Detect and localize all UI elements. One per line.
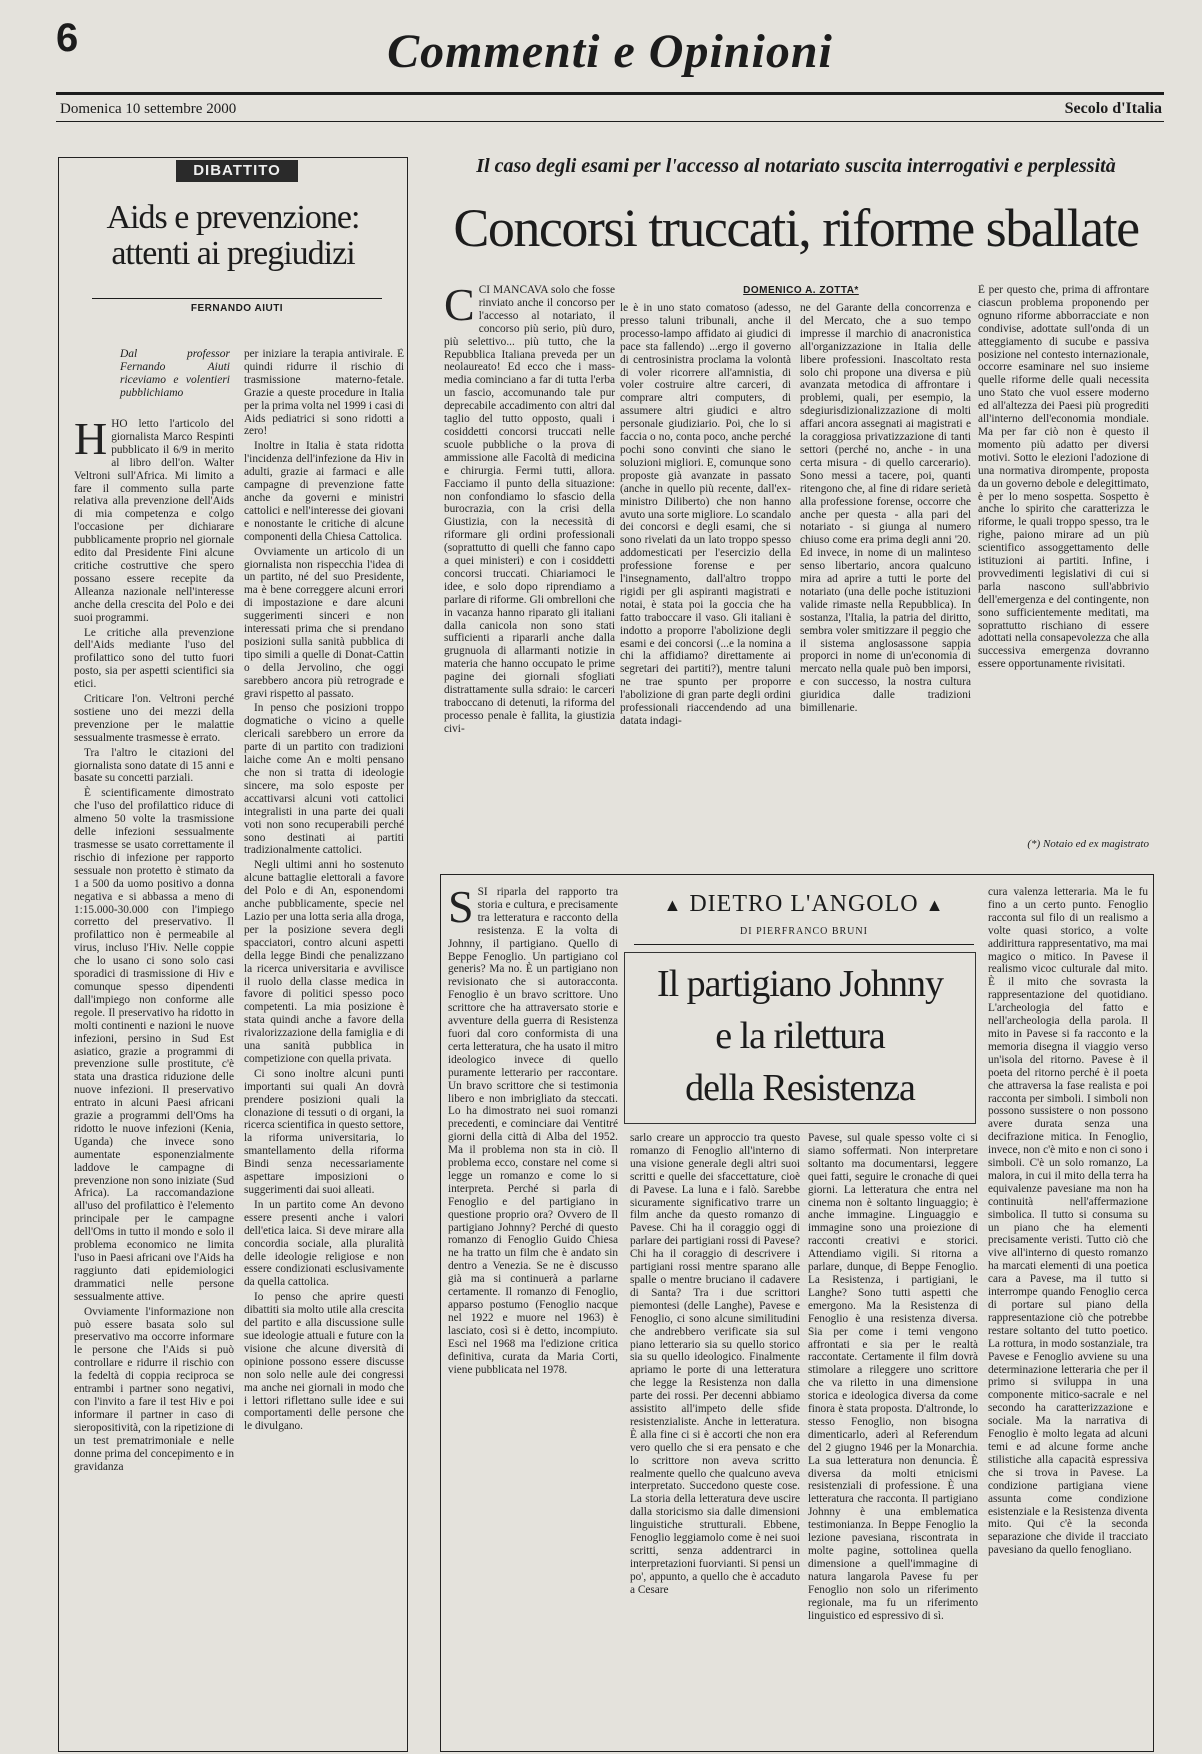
- lower-headline: [624, 958, 976, 1114]
- lower-headline-line3: della Resistenza: [685, 1067, 915, 1109]
- main-footnote: (*) Notaio ed ex magistrato: [1027, 838, 1149, 850]
- masthead: Secolo d'Italia: [1064, 100, 1162, 117]
- section-title: Commenti e Opinioni: [387, 25, 833, 78]
- header-rule-thin: [56, 121, 1164, 122]
- page-number: 6: [56, 16, 79, 60]
- rubric-title-text: DIETRO L'ANGOLO: [689, 891, 919, 917]
- lower-column-2: [630, 1132, 800, 1746]
- rubric-title: [634, 890, 974, 919]
- paragraph: Ovviamente un articolo di un giornalista non rispecchia l'idea di un partito, né del suo Presidente, ma è bene correggere alcuni errori di impostazione e dare alcuni suggerimenti sinceri e non interessati prima che si prendano posizioni sulla sanità pubblica di tipo simili a quelle di Donat-Cattin o della Jervolino, che oggi sarebbero ancora più retrograde e gravi rispetto al passato.: [244, 545, 404, 700]
- lower-column-1: [448, 886, 618, 1746]
- issue-date: Domenica 10 settembre 2000: [60, 101, 237, 117]
- paragraph: È per questo che, prima di affrontare ciascun problema proponendo per ognuno riforme abborracciate e non condivise, adottate sull'onda di un atteggiamento di sucube e passiva posizione nel contesto internazionale, occorre esaminare nel suo insieme quelle riforme delle quali necessita uno Stato che vuol essere moderno ed all'altezza dei Paesi più progrediti all'interno dell'economia mondiale. Ma per far ciò non è questo il momento più adatto per diversi motivi. Sotto le elezioni l'adozione di una normativa dirompente, proposta da un governo debole e delegittimato, è per lo meno sospetta. Sospetto è anche lo spirito che caratterizza le riforme, le quali troppo spesso, tra le righe, paiono mirare ad un più scientifico assoggettamento delle istituzioni ai partiti. Infine, i provvedimenti legislativi di cui si parla nascono sull'abbrivio dell'emergenza e del contingente, non sono sufficientemente meditati, ma soprattutto rischiano di essere adottati nella consapevolezza che alla successiva emergenza dovranno essere opportunamente rivisitati.: [978, 284, 1149, 671]
- paragraph: HO letto l'articolo del giornalista Marco Respinti pubblicato il 6/9 in merito al libro dell'on. Walter Veltroni sull'Africa. Mi limito a fare il commento sulla parte relativa alla prevenzione dell'Aids di mia competenza e colgo l'occasione per dichiarare pubblicamente proprio nel giornale edito dal Presidente Fini alcune critiche costruttive che spero possano essere recepite da Alleanza nazionale nell'interesse anche della crescita del Polo e dei suoi programmi.: [74, 418, 234, 624]
- paragraph: Inoltre in Italia è stata ridotta l'incidenza dell'infezione da Hiv in adulti, grazie ai farmaci e alle campagne di prevenzione fatte anche da governi e ministri cattolici e nell'interesse dei giovani e nonostante le critiche di alcune componenti della Chiesa Cattolica.: [244, 440, 404, 543]
- paragraph: CI MANCAVA solo che fosse rinviato anche il concorso per l'accesso al notariato, il concorso più serio, più duro, più selettivo... più tutto, che la Repubblica Italiana preveda per un neolaureato! Ed ecco che i mass-media cominciano a far di tutta l'erba un fascio, accomunando tale pur deprecabile accadimento con altri dal taglio del tutto opposto, quali i cosiddetti concorsi truccati nelle scuole pubbliche o la prova di ammissione alle Facoltà di medicina e chirurgia. Fermi tutti, allora. Facciamo il punto della situazione: non confondiamo lo sfascio della burocrazia, con la crisi della Giustizia, con la necessità di riformare gli ordini professionali (soprattutto di quelli che fanno capo a quei ministeri) e con i cosiddetti concorsi truccati. Chiariamoci le idee, e solo dopo riprendiamo a parlare di riforme. Gli ombrelloni che in vacanza hanno riparato gli italiani dalla canicola non sono stati sufficienti a ripararli anche dalla grugnuola di allarmanti notizie in materia che hanno occupato le prime pagine dei giornali sfogliati distrattamente sulla sdraio: le carceri traboccano di detenuti, la riforma del processo penale è fallita, la giustizia civi-: [444, 284, 615, 735]
- sidebar-rule: [92, 298, 382, 299]
- sidebar-intro: Dal professor Fernando Aiuti riceviamo e volentieri pubblichiamo: [120, 348, 230, 399]
- lower-dropcap: S: [448, 886, 474, 932]
- paragraph: sarlo creare un approccio tra questo romanzo di Fenoglio all'interno di una visione generale degli altri suoi scritti e quelle dei sfaccettature, cioè di Pavese. La luna e i falò. Sarebbe sicuramente significativo trarre un film anche da questo romanzo di Pavese. Chi ha il coraggio oggi di parlare dei partigiani rossi di Pavese? Chi ha il coraggio di descrivere i partigiani rossi mentre sparano alle spalle o mentre bruciano il cadavere di Santa? Tra i due scrittori piemontesi (delle Langhe), Pavese e Fenoglio, ci sono alcune similitudini che andrebbero verificate sia sul piano letterario sia su quello storico sia su quello ideologico. Finalmente apriamo le porte di una letteratura che legge la Resistenza non dalla parte dei rossi. Per decenni abbiamo assistito all'impeto delle sfide resistenzialiste. Anche in letteratura. È alla fine ci si è accorti che non era vero quello che si era pensato e che lo scrittore non aveva scritto realmente quello che qualcuno aveva interpretato. Succedono queste cose. La storia della letteratura deve uscire dalla storicismo sia dalle dimensioni linguistiche strutturali. Ebbene, Fenoglio leggiamolo come è nei suoi scritti, senza addentrarci in interpretazioni fuorvianti. Si pensi un po', appunto, a quello che è accaduto a Cesare: [630, 1132, 800, 1596]
- sidebar-byline: FERNANDO AIUTI: [190, 303, 284, 314]
- sidebar-headline-line1: Aids e prevenzione:: [106, 199, 360, 236]
- triangle-up-icon: ▲: [925, 895, 945, 915]
- paragraph: ne del Garante della concorrenza e del Mercato, che a suo tempo impresse il marchio di anacronistica all'organizzazione in Italia delle libere professioni. Inascoltato resta solo chi propone una diversa e più avanzata metodica di affrontare i problemi, quali, per esempio, la sdegiurisdizionalizzazione di molti affari ancora assegnati ai magistrati e la coraggiosa privatizzazione di tanti settori (perché no, anche - in una certa misura - di quello carcerario). Sono messi a tacere, poi, quanti ritengono che, al fine di ridare serietà alla professione forense, occorre che anche per questa - alla pari del notariato - si giunga al numero chiuso come era prima degli anni '20. Ed invece, in nome di un malinteso senso libertario, ancora qualcuno mira ad aprire a tutti le porte del notariato (una delle poche istituzioni valide rimaste nella Repubblica). In sostanza, l'Italia, la patria del diritto, sembra voler smitizzare il peggio che il sistema anglosassone sappia proporci in nome di un'economia di mercato nella quale può ben imporsi, e con successo, la nostra cultura giuridica dalle tradizioni bimillenarie.: [800, 302, 971, 715]
- paragraph: In penso che posizioni troppo dogmatiche o vicino a quelle clericali sarebbero un errore da parte di un partito con tradizioni laiche come An e molti pensano che non si tratta di ideologie sincere, ma solo esposte per accattivarsi alcuni voti cattolici integralisti in una parte dei quali voti non sono recuperabili perché sono destinati ai partiti tradizionalmente cattolici.: [244, 702, 404, 857]
- paragraph: Ovviamente l'informazione non può essere basata solo sul preservativo ma occorre informare le persone che l'Aids si può controllare e ridurre il rischio con la fedeltà di coppia reciproca se entrambi i partner sono negativi, con l'invito a fare il test Hiv e poi informare il partner in caso di sieropositività, con la ripetizione di un test prematrimoniale e nelle donne prima del concepimento e in gravidanza: [74, 1305, 234, 1473]
- paragraph: È scientificamente dimostrato che l'uso del profilattico riduce di almeno 50 volte la trasmissione delle infezioni sessualmente trasmesse se usato correttamente il rischio di infezione per rapporto sessuale non protetto è stimato da 1 a 500 da uomo positivo a donna negativa e si abbassa a meno di 1:15.000-30.000 con l'impiego corretto del preservativo. Il profilattico non è permeabile al virus, incluso l'Hiv. Nelle coppie che lo usano ci sono solo casi sporadici di trasmissione di Hiv e comunque spesso dipendenti dall'impiego non conforme alle regole. Il preservativo ha ridotto in molti continenti e nazioni le nuove infezioni, persino in Sud Est asiatico, grazie a programmi di prevenzione sulle prostitute, c'è stata una drastica riduzione delle nuove infezioni. Il preservativo entrato in alcuni Paesi africani grazie a programmi dell'Oms ha ridotto le nuove infezioni (Kenia, Uganda) che invece sono aumentate esponenzialmente laddove le campagne di prevenzione non sono iniziate (Sud Africa). La raccomandazione all'uso del profilattico è l'elemento principale per le campagne dell'Oms in tutto il mondo e solo il problema economico ne limita l'uso in Paesi africani ove l'Aids ha raggiunto dati epidemiologici drammatici nelle persone sessualmente attive.: [74, 787, 234, 1303]
- sidebar-headline: [66, 200, 400, 272]
- main-column-2: [620, 302, 791, 854]
- triangle-up-icon: ▲: [663, 895, 683, 915]
- main-column-3: [800, 302, 971, 854]
- sidebar-dropcap: H: [74, 418, 108, 464]
- rubric-rule: [634, 944, 974, 945]
- sidebar-column-2: [244, 348, 404, 1744]
- main-column-4: [978, 284, 1149, 834]
- paragraph: Ci sono inoltre alcuni punti importanti sui quali An dovrà prendere posizioni quali la clonazione di tessuti o di organi, la ricerca scientifica in questo settore, la riforma universitaria, lo smantellamento della riforma Bindi senza necessariamente aspettare imposizioni o suggerimenti dai suoi alleati.: [244, 1067, 404, 1196]
- paragraph: SI riparla del rapporto tra storia e cultura, e precisamente tra letteratura e racconto della resistenza. E la volta di Johnny, il partigiano. Quello di Beppe Fenoglio. Un partigiano col generis? Ma no. È un partigiano non revisionato che si autoracconta. Fenoglio è un bravo scrittore. Uno scrittore che ha attraversato storie e avventure della guerra di Resistenza fuori dal coro conformista di una certa letteratura, che ha usato il mitro ideologico invece di quello puramente letterario per raccontare. Un bravo scrittore che si testimonia libero e non imbrigliato da steccati. Lo ha dimostrato nei suoi romanzi precedenti, e cominciare dai Ventitré giorni della città di Alba del 1952. Ma il problema non sta in ciò. Il problema ecco, constare nel come si legge un romanzo e come lo si interpreta. Perché si parla di Fenoglio e del partigiano in questione proprio ora? Ovvero de Il partigiano Johnny? Perché di questo romanzo di Fenoglio Guido Chiesa ne ha tratto un film che è andato sin dentro a Venezia. Se ne è discusso già ma si continuerà a parlarne certamente. Il romanzo di Fenoglio, apparso postumo (Fenoglio nacque nel 1922 e muore nel 1963) è lasciato, così si è detto, incompiuto. Escì nel 1968 ma l'edizione critica definitiva, curata da Maria Corti, viene pubblicata nel 1978.: [448, 886, 618, 1376]
- paragraph: le è in uno stato comatoso (adesso, presso taluni tribunali, anche il processo-lampo affidato ai giudici di pace sta fallendo) ...ergo il governo di centrosinistra proclama la volontà di voler ricorrere all'amnistia, di voler costruire altre carceri, di comprare altri computers, di assumere altri giudici e altro personale giudiziario. Poi, che lo si faccia o no, conta poco, anche perché pochi sono convinti che siano le soluzioni migliori. E, comunque sono proposte già avanzate in passato (anche in quello più recente, dall'ex-ministro Diliberto) che non hanno avuto una sorte migliore. Lo scandalo dei concorsi e degli esami, che si sono rivelati da un lato troppo spesso addomesticati per l'esercizio della professione forense e per l'insegnamento, dall'altro troppo rigidi per gli aspiranti magistrati e notai, è stata poi la goccia che ha fatto traboccare il vaso. Gli italiani è indotto a proporre l'abolizione degli esami e dei concorsi (...e la nomina a chi la affidiamo? direttamente ai segretari dei partiti?), mentre taluni ne trae spunto per proporre l'abolizione di gran parte degli ordini professionali riaccendendo ad una datata indagi-: [620, 302, 791, 727]
- main-headline: Concorsi truccati, riforme sballate: [453, 198, 1139, 258]
- lower-column-4: [988, 886, 1148, 1746]
- main-column-1: [444, 284, 615, 854]
- paragraph: Negli ultimi anni ho sostenuto alcune battaglie elettorali a favore del Polo e di An, esponendomi anche pubblicamente, specie nel Lazio per una lotta seria alla droga, per la posizione severa degli spacciatori, contro alcuni aspetti della legge Bindi che penalizzano la ricerca universitaria e avvilisce il ruolo della classe medica in favore di politici spesso poco competenti. La mia posizione è stata quindi anche a favore della rivalorizzazione della famiglia e di una sanità pubblica in competizione con quella privata.: [244, 859, 404, 1065]
- lower-headline-line2: e la rilettura: [715, 1015, 885, 1057]
- header-rule: [56, 92, 1164, 95]
- sidebar-column-1: [74, 418, 234, 1744]
- paragraph: Io penso che aprire questi dibattiti sia molto utile alla crescita del partito e alla discussione sulle sue ideologie attuali e future con la visione che alcune diversità di opinione possono essere discusse non solo nelle aule dei congressi ma anche nei giornali in modo che i lettori riflettano sulle idee e sui comportamenti delle persone che le divulgano.: [244, 1291, 404, 1433]
- lower-column-3: [808, 1132, 978, 1746]
- paragraph: In un partito come An devono essere presenti anche i valori dell'etica laica. Si deve mirare alla concordia sociale, alla pluralità delle ideologie religiose e non essere condizionati esclusivamente da quella cattolica.: [244, 1198, 404, 1289]
- rubric-byline: DI PIERFRANCO BRUNI: [740, 926, 868, 937]
- sidebar-headline-line2: attenti ai pregiudizi: [111, 235, 355, 272]
- main-dropcap: C: [444, 284, 475, 330]
- paragraph: Tra l'altro le citazioni del giornalista sono datate di 15 anni e basate su concetti parziali.: [74, 746, 234, 785]
- paragraph: Pavese, sul quale spesso volte ci si siamo soffermati. Non interpretare soltanto ma documentarsi, leggere quei fatti, seguire le cronache di quei giorni. La letteratura che entra nel cinema non è soltanto linguaggio; è anche immagine. Linguaggio e immagine sono una proiezione di racconti creativi e storici. Attendiamo vigili. Si ritorna a parlare, dunque, di Beppe Fenoglio. La Resistenza, i partigiani, le Langhe? Sono tutti aspetti che emergono. Ma la Resistenza di Fenoglio è una resistenza diversa. Sia per come i temi vengono affrontati e sia per le realtà raccontate. Certamente il film dovrà stimolare a rileggere uno scrittore che va riletto in una dimensione storica e ideologica diversa da come finora è stata proposta. D'altronde, lo stesso Fenoglio, non bisogna dimenticarlo, aderì al Referendum del 2 giugno 1946 per la Monarchia. La sua letteratura non denuncia. È diversa da molti etnicismi resistenziali di professione. È una letteratura che racconta. Il partigiano Johnny è una emblematica testimonianza. In Beppe Fenoglio la lezione pavesiana, riscontrata in molte pagine, sottolinea quella dimensione a quell'immagine di natura langarola Pavese fu per Fenoglio non solo un riferimento regionale, ma fu un riferimento linguistico ed espressivo di sì.: [808, 1132, 978, 1622]
- paragraph: Criticare l'on. Veltroni perché sostiene uno dei mezzi della prevenzione per le malattie sessualmente trasmesse è errato.: [74, 693, 234, 744]
- dibattito-label: DIBATTITO: [176, 160, 298, 182]
- lower-headline-line1: Il partigiano Johnny: [656, 963, 944, 1005]
- paragraph: Le critiche alla prevenzione dell'Aids mediante l'uso del profilattico sono del tutto fuori posto, sia per aspetti scientifici sia etici.: [74, 626, 234, 691]
- main-byline: DOMENICO A. ZOTTA*: [743, 285, 859, 296]
- paragraph: per iniziare la terapia antivirale. È quindi ridurre il rischio di trasmissione materno-fetale. Grazie a queste procedure in Italia per la prima volta nel 1999 i casi di Aids pediatrici si sono ridotti a zero!: [244, 348, 404, 438]
- paragraph: cura valenza letteraria. Ma le fu fino a un certo punto. Fenoglio racconta sul filo di un realismo a volte quasi storico, a volte addirittura rappresentativo, ma mai magico o mitico. In Pavese il realismo vicoc culturale dal mito. È il mito che sovrasta la rappresentazione del quotidiano. L'archeologia del fatto e nell'archeologia della parola. Il mito in Pavese si fa racconto e la memoria disegna il viaggio verso un'isola del ritorno. Pavese è il poeta del ritorno perché è il poeta che attraversa la fase realista e poi racconta per simboli. I simboli non possono sussistere o non possono avere durata senza una decifrazione mitica. In Fenoglio, invece, non c'è mito e non ci sono i simboli. C'è un solo romanzo, La malora, in cui il mito della terra ha equivalenze pavesiane ma non ha continuità nell'affermazione simbolica. Il tutto si consuma su un piano che ha elementi precisamente veristi. Tutto ciò che vive all'interno di questo romanzo ha marcati elementi di una poetica cara a Pavese, ma il tutto si interrompe quando Fenoglio cerca di portare sul piano della rappresentazione ciò che potrebbe restare soltanto del tutto poetico. La rottura, in modo sostanziale, tra Pavese e Fenoglio avviene su una determinazione letteraria che per il primo si sviluppa in una componente mitico-sacrale e nel secondo ha caratterizzazione e sociale. Ma la narrativa di Fenoglio è molto legata ad alcuni temi e ad alcune forme anche stilistiche alla capacità espressiva che si trova in Pavese. La condizione partigiana viene assunta come condizione esistenziale e la Resistenza diventa mito. Qui c'è la seconda separazione che divide il tracciato pavesiano da quello fenogliano.: [988, 886, 1148, 1557]
- main-kicker: Il caso degli esami per l'accesso al notariato suscita interrogativi e perplessità: [476, 155, 1116, 177]
